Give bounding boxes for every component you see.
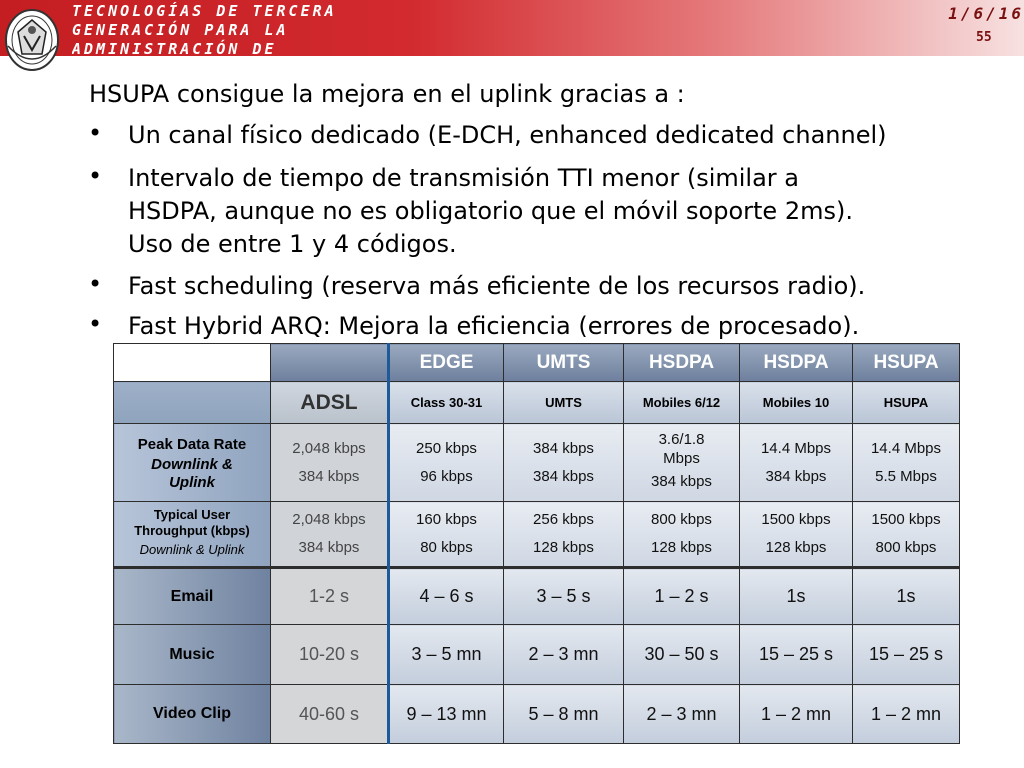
adsl-cell: 40-60 s [271, 685, 389, 744]
cell-line: 384 kbps [298, 467, 360, 485]
table-cell [389, 424, 504, 502]
table-row-video [114, 685, 960, 744]
cell-line: 384 kbps [533, 467, 594, 485]
cell-line: 2,048 kbps [292, 511, 366, 528]
bullet-3-text: Fast scheduling (reserva más eficiente de los recursos radio). [128, 272, 866, 300]
cell-line: 14.4 Mbps [760, 439, 832, 457]
bullet-2-line-2: HSDPA, aunque no es obligatorio que el móvil soporte 2ms). [128, 197, 853, 225]
table-header-row [114, 344, 960, 382]
cell-line: 256 kbps [533, 511, 594, 528]
col-subheader: Mobiles 10 [740, 382, 853, 424]
cell-line: 1500 kbps [871, 511, 941, 528]
cell-line: 384 kbps [765, 467, 827, 485]
table-cell [853, 502, 960, 568]
table-cell [624, 502, 740, 568]
cell-line: 1500 kbps [761, 511, 831, 528]
bullet-2-line-1: Intervalo de tiempo de transmisión TTI menor (similar a [128, 164, 799, 192]
col-subheader: Mobiles 6/12 [624, 382, 740, 424]
row-label-line: Typical User [153, 507, 231, 522]
table-cell [504, 424, 624, 502]
cell-line: 384 kbps [651, 472, 712, 490]
bullet-dot: • [88, 310, 103, 338]
cell-line: 800 kbps [875, 539, 937, 556]
table-cell: 4 – 6 s [389, 568, 504, 625]
cell-line: 128 kbps [533, 539, 594, 556]
table-cell [389, 502, 504, 568]
row-label-line: Peak Data Rate [137, 435, 247, 453]
col-header: HSDPA [624, 344, 740, 382]
cell-line: 384 kbps [298, 539, 360, 556]
bullet-1-text: Un canal físico dedicado (E-DCH, enhanced dedicated channel) [128, 121, 887, 149]
header-date: 1/6/16 [948, 4, 1024, 23]
cell-line: 128 kbps [651, 539, 712, 556]
comparison-table [113, 343, 960, 744]
cell-line: 80 kbps [420, 539, 473, 556]
row-label-line: Downlink & Uplink [139, 542, 245, 557]
cell-line: 14.4 Mbps [870, 439, 942, 457]
row-label-video: Video Clip [114, 685, 271, 744]
table-row-music [114, 625, 960, 685]
table-cell: 30 – 50 s [624, 625, 740, 685]
cell-line: Mbps [663, 449, 700, 467]
row-label-music: Music [114, 625, 271, 685]
col-header: UMTS [504, 344, 624, 382]
page-number: 55 [976, 30, 992, 45]
row-label-typical [114, 502, 271, 568]
table-cell [504, 502, 624, 568]
cell-line: 3.6/1.8 [658, 430, 705, 448]
table-cell: 1s [740, 568, 853, 625]
table-corner-adsl [271, 344, 389, 382]
table-cell: 15 – 25 s [740, 625, 853, 685]
table-cell: 1 – 2 s [624, 568, 740, 625]
col-subheader: Class 30-31 [389, 382, 504, 424]
university-seal-logo [4, 2, 60, 74]
row-label-email: Email [114, 568, 271, 625]
table-row-typical [114, 502, 960, 568]
table-cell: 1 – 2 mn [740, 685, 853, 744]
bullet-dot: • [88, 119, 103, 147]
cell-line: 2,048 kbps [292, 439, 366, 457]
col-subheader: HSUPA [853, 382, 960, 424]
table-cell: 1 – 2 mn [853, 685, 960, 744]
table-cell: 3 – 5 s [504, 568, 624, 625]
cell-line: 250 kbps [416, 439, 477, 457]
row-label-line: Throughput (kbps) [134, 523, 250, 538]
adsl-header: ADSL [271, 382, 389, 424]
table-cell: 2 – 3 mn [624, 685, 740, 744]
slide-intro: HSUPA consigue la mejora en el uplink gracias a : [89, 80, 685, 108]
cell-line: 5.5 Mbps [875, 467, 937, 485]
cell-line: 96 kbps [420, 467, 473, 485]
table-row-email [114, 568, 960, 625]
col-header: HSDPA [740, 344, 853, 382]
table-cell [740, 502, 853, 568]
row-label-line: Uplink [169, 473, 215, 491]
table-cell: 1s [853, 568, 960, 625]
col-header: EDGE [389, 344, 504, 382]
adsl-cell [271, 424, 389, 502]
table-cell [853, 424, 960, 502]
table-subheader-row [114, 382, 960, 424]
header-title: TECNOLOGÍAS DE TERCERA GENERACIÓN PARA LA ADMINISTRACIÓN DE [72, 2, 337, 56]
table-cell: 2 – 3 mn [504, 625, 624, 685]
table-cell [624, 424, 740, 502]
cell-line: 128 kbps [765, 539, 827, 556]
row-label-line: Downlink & [151, 455, 233, 473]
row-label-peak [114, 424, 271, 502]
cell-line: 384 kbps [533, 439, 594, 457]
table-cell: 15 – 25 s [853, 625, 960, 685]
col-subheader: UMTS [504, 382, 624, 424]
col-header: HSUPA [853, 344, 960, 382]
cell-line: 160 kbps [416, 511, 477, 528]
table-cell: 3 – 5 mn [389, 625, 504, 685]
cell-line: 800 kbps [651, 511, 712, 528]
table-cell [740, 424, 853, 502]
bullet-4-text: Fast Hybrid ARQ: Mejora la eficiencia (errores de procesado). [128, 312, 860, 340]
table-corner [114, 344, 271, 382]
bullet-dot: • [88, 270, 103, 298]
adsl-cell: 1-2 s [271, 568, 389, 625]
table-row-peak [114, 424, 960, 502]
table-corner-sub [114, 382, 271, 424]
adsl-cell [271, 502, 389, 568]
table-cell: 9 – 13 mn [389, 685, 504, 744]
bullet-dot: • [88, 162, 103, 190]
table-cell: 5 – 8 mn [504, 685, 624, 744]
bullet-2-line-3: Uso de entre 1 y 4 códigos. [128, 230, 457, 258]
adsl-cell: 10-20 s [271, 625, 389, 685]
